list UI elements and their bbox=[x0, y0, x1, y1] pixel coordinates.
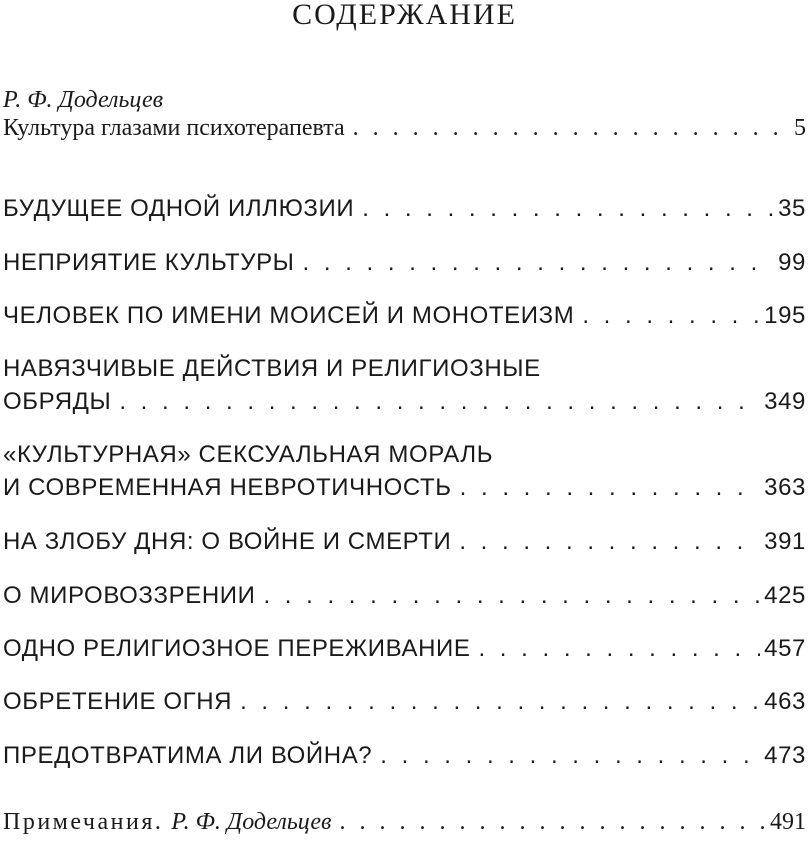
toc-entry[interactable] bbox=[3, 581, 806, 611]
toc-entry[interactable] bbox=[3, 248, 806, 278]
leader-dots bbox=[339, 808, 766, 836]
toc-entry-page: 391 bbox=[764, 528, 806, 555]
toc-intro-entry[interactable] bbox=[3, 86, 806, 142]
toc-entry-page: 457 bbox=[764, 635, 806, 662]
leader-dots bbox=[119, 387, 760, 417]
leader-dots bbox=[240, 687, 760, 717]
leader-dots bbox=[380, 741, 760, 771]
leader-dots bbox=[263, 581, 760, 611]
toc-entry-page: 35 bbox=[778, 195, 806, 222]
toc-entry-title: ПРЕДОТВРАТИМА ЛИ ВОЙНА? bbox=[3, 742, 373, 769]
leader-dots bbox=[362, 194, 774, 224]
toc-entry[interactable] bbox=[3, 687, 806, 717]
notes-label: Примечания. bbox=[3, 809, 164, 835]
leader-dots bbox=[303, 248, 775, 278]
toc-entry-page: 195 bbox=[764, 302, 806, 329]
toc-entry[interactable] bbox=[3, 301, 806, 331]
toc-entry-title-continued: И СОВРЕМЕННАЯ НЕВРОТИЧНОСТЬ bbox=[3, 474, 452, 501]
toc-entry[interactable] bbox=[3, 354, 806, 417]
leader-dots bbox=[460, 473, 761, 503]
toc-entry-page: 349 bbox=[764, 388, 806, 415]
toc-entry-title: НЕПРИЯТИЕ КУЛЬТУРЫ bbox=[3, 249, 295, 276]
toc-entry[interactable] bbox=[3, 194, 806, 224]
toc-entry-page: 473 bbox=[764, 742, 806, 769]
notes-author: Р. Ф. Додельцев bbox=[171, 809, 332, 835]
toc-entry-page: 99 bbox=[778, 249, 806, 276]
intro-author: Р. Ф. Додельцев bbox=[3, 87, 164, 113]
intro-heading: Культура глазами психотерапевта bbox=[3, 115, 345, 141]
leader-dots bbox=[459, 527, 760, 557]
toc-entry-title: ОБРЕТЕНИЕ ОГНЯ bbox=[3, 688, 233, 715]
leader-dots bbox=[582, 301, 760, 331]
toc-entry[interactable] bbox=[3, 440, 806, 503]
toc-entry-page: 363 bbox=[764, 474, 806, 501]
toc-entry-title-continued: ОБРЯДЫ bbox=[3, 388, 112, 415]
intro-line bbox=[3, 114, 806, 142]
notes-page-number: 491 bbox=[770, 809, 806, 835]
toc-entry-title: ОДНО РЕЛИГИОЗНОЕ ПЕРЕЖИВАНИЕ bbox=[3, 635, 471, 662]
leader-dots bbox=[353, 114, 790, 142]
toc-entry-page: 425 bbox=[764, 582, 806, 609]
toc-entry-title: НАВЯЗЧИВЫЕ ДЕЙСТВИЯ И РЕЛИГИОЗНЫЕ bbox=[3, 355, 541, 382]
toc-entry-title: ЧЕЛОВЕК ПО ИМЕНИ МОИСЕЙ И МОНОТЕИЗМ bbox=[3, 302, 575, 329]
toc-entry-title: НА ЗЛОБУ ДНЯ: О ВОЙНЕ И СМЕРТИ bbox=[3, 528, 452, 555]
toc-entry-page: 463 bbox=[764, 688, 806, 715]
toc-notes-entry[interactable] bbox=[3, 808, 806, 836]
leader-dots bbox=[478, 634, 760, 664]
toc-entry[interactable] bbox=[3, 634, 806, 664]
toc-entry-title: БУДУЩЕЕ ОДНОЙ ИЛЛЮЗИИ bbox=[3, 195, 355, 222]
toc-entry[interactable] bbox=[3, 527, 806, 557]
toc-entry[interactable] bbox=[3, 741, 806, 771]
toc-entry-title: «КУЛЬТУРНАЯ» СЕКСУАЛЬНАЯ МОРАЛЬ bbox=[3, 441, 494, 468]
intro-page-number: 5 bbox=[794, 115, 806, 141]
page-title: СОДЕРЖАНИЕ bbox=[292, 0, 517, 31]
toc-entry-title: О МИРОВОЗЗРЕНИИ bbox=[3, 582, 256, 609]
